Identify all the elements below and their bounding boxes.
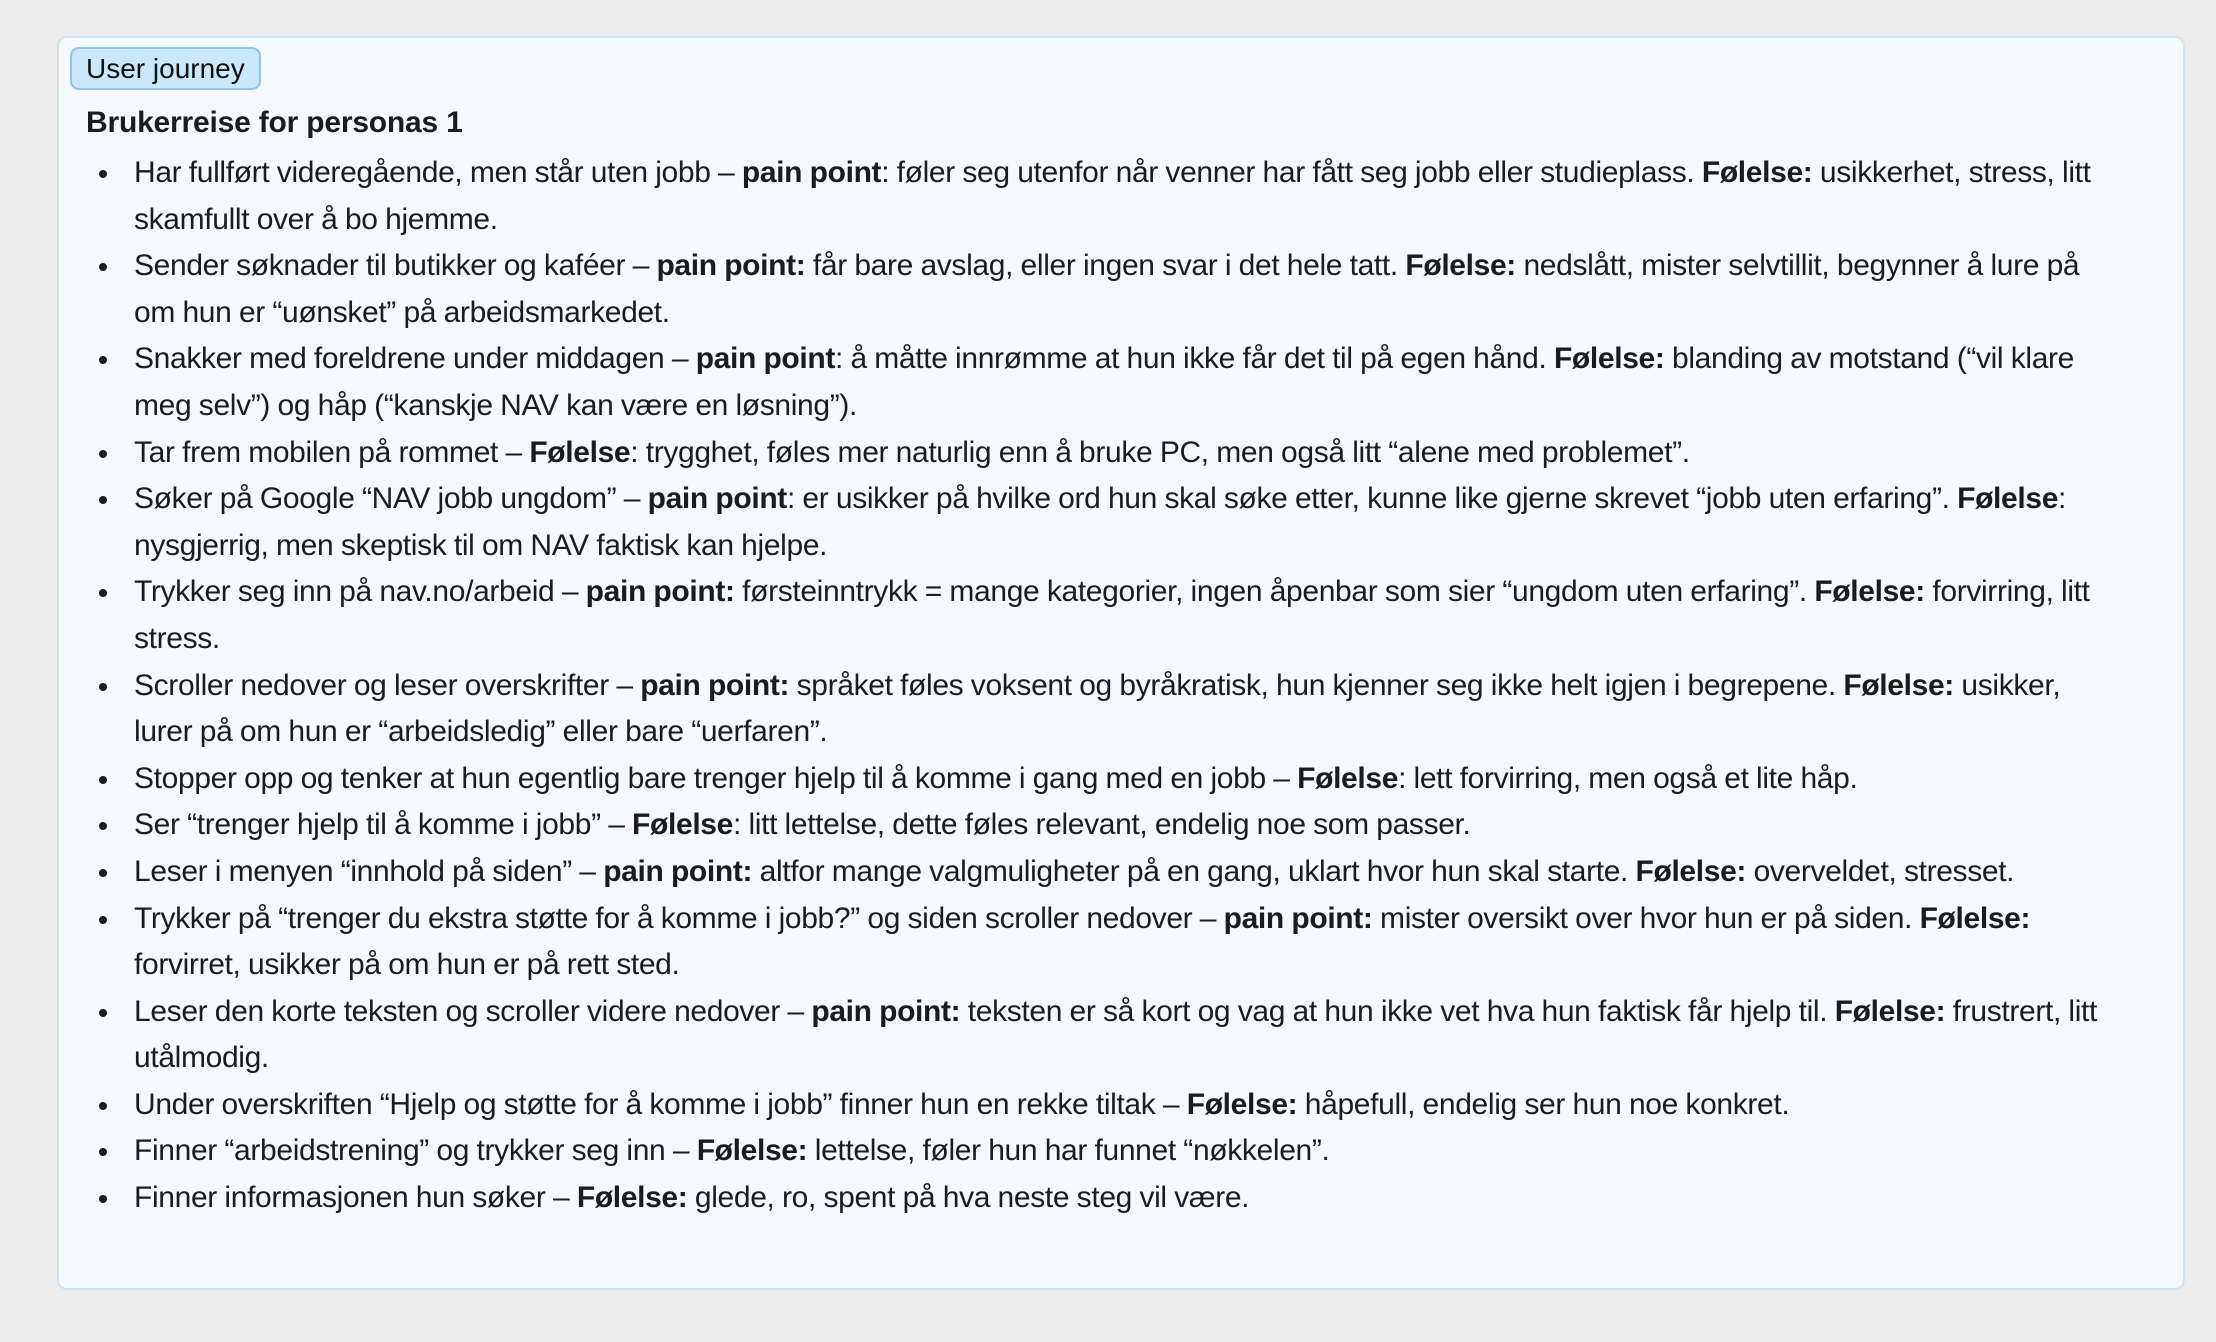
pain-point-label: pain point: [695, 342, 835, 376]
journey-step: [134, 430, 2109, 477]
pain-point-text: mister oversikt over hvor hun er på siden.: [1372, 901, 1920, 935]
feeling-label: Følelse:: [1405, 249, 1516, 283]
pain-point-text: : føler seg utenfor når venner har fått seg jobb eller studieplass.: [881, 156, 1702, 189]
feeling-text: : lett forvirring, men også et lite håp.: [1398, 761, 1858, 795]
pain-point-label: pain point: [741, 156, 882, 189]
journey-step-action: Søker på Google “NAV jobb ungdom” –: [134, 482, 648, 516]
pain-point-label: pain point:: [811, 994, 961, 1028]
journey-step-action: Snakker med foreldrene under middagen –: [134, 342, 696, 376]
feeling-label: Følelse:: [1834, 994, 1946, 1028]
feeling-label: Følelse: [1297, 761, 1399, 795]
feeling-label: Følelse:: [576, 1181, 688, 1215]
feeling-text: håpefull, endelig ser hun noe konkret.: [1297, 1087, 1790, 1121]
user-journey-card: [57, 36, 2185, 1290]
pain-point-label: pain point: [647, 482, 787, 516]
pain-point-label: pain point:: [585, 575, 735, 609]
pain-point-text: altfor mange valgmuligheter på en gang, uklart hvor hun skal starte.: [752, 854, 1636, 888]
feeling-text: forvirring, litt stress.: [134, 575, 2090, 655]
feeling-text: blanding av motstand (“vil klare meg selv”) og håp (“kanskje NAV kan være en løsning”).: [134, 342, 2075, 422]
feeling-text: : litt lettelse, dette føles relevant, endelig noe som passer.: [732, 808, 1471, 842]
pain-point-text: språket føles voksent og byråkratisk, hun kjenner seg ikke helt igjen i begrepene.: [789, 668, 1844, 702]
feeling-label: Følelse: [529, 435, 631, 469]
feeling-text: : nysgjerrig, men skeptisk til om NAV faktisk kan hjelpe.: [134, 482, 2067, 562]
feeling-text: frustrert, litt utålmodig.: [134, 994, 2098, 1075]
feeling-text: nedslått, mister selvtillit, begynner å lure på om hun er “uønsket” på arbeidsmarkedet.: [134, 249, 2080, 329]
pain-point-label: pain point:: [656, 249, 806, 283]
journey-step-action: Leser i menyen “innhold på siden” –: [134, 854, 604, 888]
journey-step-action: Tar frem mobilen på rommet –: [134, 435, 530, 469]
pain-point-text: førsteinntrykk = mange kategorier, ingen åpenbar som sier “ungdom uten erfaring”.: [734, 575, 1815, 609]
feeling-label: Følelse: [1957, 482, 2059, 516]
pain-point-text: får bare avslag, eller ingen svar i det hele tatt.: [805, 249, 1406, 283]
journey-step-action: Finner “arbeidstrening” og trykker seg inn –: [134, 1134, 697, 1168]
journey-step: [134, 1128, 2109, 1175]
journey-step-action: Ser “trenger hjelp til å komme i jobb” –: [134, 808, 633, 842]
journey-step-action: Trykker seg inn på nav.no/arbeid –: [134, 575, 586, 609]
feeling-text: forvirret, usikker på om hun er på rett sted.: [134, 948, 680, 982]
journey-step: [134, 476, 2109, 569]
feeling-label: Følelse:: [1843, 668, 1954, 702]
feeling-text: usikkerhet, stress, litt skamfullt over å bo hjemme.: [134, 156, 2091, 236]
journey-step: [134, 150, 2109, 243]
journey-step: [134, 1175, 2109, 1222]
journey-step-action: Leser den korte teksten og scroller videre nedover –: [134, 994, 812, 1028]
journey-step-action: Sender søknader til butikker og kaféer –: [134, 249, 657, 283]
journey-step: [134, 989, 2109, 1082]
journey-step-action: Trykker på “trenger du ekstra støtte for å komme i jobb?” og siden scroller nedover –: [134, 901, 1224, 935]
journey-step: [134, 756, 2109, 803]
journey-step-action: Scroller nedover og leser overskrifter –: [134, 668, 641, 702]
feeling-text: glede, ro, spent på hva neste steg vil være.: [687, 1181, 1250, 1215]
journey-step: [134, 243, 2109, 336]
journey-step: [134, 849, 2109, 896]
feeling-label: Følelse: [632, 808, 733, 842]
feeling-text: overveldet, stresset.: [1746, 854, 2015, 888]
journey-step: [134, 1082, 2109, 1129]
pain-point-label: pain point:: [603, 854, 753, 888]
feeling-text: usikker, lurer på om hun er “arbeidsledig” eller bare “uerfaren”.: [134, 668, 2061, 749]
feeling-text: : trygghet, føles mer naturlig enn å bruke PC, men også litt “alene med problemet”.: [630, 435, 1690, 469]
pain-point-label: pain point:: [640, 668, 790, 702]
journey-step: [134, 569, 2109, 662]
user-journey-tag: User journey: [70, 47, 261, 90]
feeling-label: Følelse:: [1919, 901, 2031, 935]
journey-step-action: Har fullført videregående, men står uten jobb –: [134, 156, 742, 189]
feeling-label: Følelse:: [1553, 342, 1665, 376]
feeling-label: Følelse:: [1701, 156, 1813, 189]
pain-point-label: pain point:: [1223, 901, 1373, 935]
pain-point-text: teksten er så kort og vag at hun ikke vet hva hun faktisk får hjelp til.: [960, 994, 1835, 1028]
feeling-text: lettelse, føler hun har funnet “nøkkelen”.: [807, 1134, 1330, 1168]
journey-step-action: Finner informasjonen hun søker –: [134, 1181, 577, 1215]
journey-step: [134, 802, 2109, 849]
pain-point-text: : å måtte innrømme at hun ikke får det til på egen hånd.: [835, 342, 1554, 376]
pain-point-text: : er usikker på hvilke ord hun skal søke etter, kunne like gjerne skrevet “jobb uten erfaring”.: [786, 482, 1958, 516]
feeling-label: Følelse:: [696, 1134, 808, 1168]
journey-step-action: Under overskriften “Hjelp og støtte for å komme i jobb” finner hun en rekke tiltak –: [134, 1087, 1187, 1121]
journey-step-list: [59, 150, 2109, 1222]
feeling-label: Følelse:: [1635, 854, 1747, 888]
feeling-label: Følelse:: [1186, 1087, 1298, 1121]
journey-step: [134, 896, 2109, 989]
journey-step-action: Stopper opp og tenker at hun egentlig bare trenger hjelp til å komme i gang med en jobb –: [134, 761, 1298, 795]
journey-step: [134, 336, 2109, 429]
journey-step: [134, 663, 2109, 756]
feeling-label: Følelse:: [1814, 575, 1925, 609]
journey-heading: Brukerreise for personas 1: [86, 106, 463, 139]
